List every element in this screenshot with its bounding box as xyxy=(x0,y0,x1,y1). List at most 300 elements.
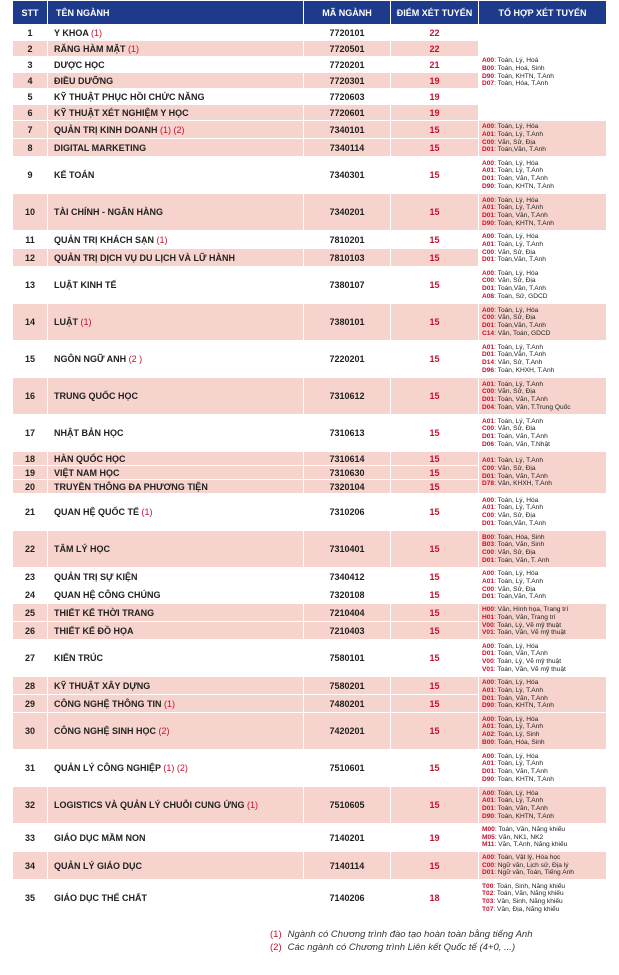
combo-subjects: Văn, Sử, Địa xyxy=(497,512,536,519)
row-stt: 12 xyxy=(13,249,48,267)
row-subject-combos xyxy=(479,25,607,121)
combo-line: M11: Văn, T.Anh, Năng khiếu xyxy=(482,841,568,849)
row-major-code: 7140201 xyxy=(304,824,391,852)
row-major-name xyxy=(48,824,304,852)
row-major-code: 7810103 xyxy=(304,249,391,267)
row-major-name xyxy=(48,494,304,531)
row-stt: 24 xyxy=(13,586,48,604)
row-major-name xyxy=(48,267,304,304)
combo-code: A01 xyxy=(482,797,495,805)
combo-line: D01: Toán, Văn, T.Anh xyxy=(482,175,548,182)
row-major-code: 7580101 xyxy=(304,640,391,677)
combo-subjects: Toán,Văn, T.Anh xyxy=(497,322,546,329)
row-stt: 17 xyxy=(13,415,48,452)
major-footnote-marker: (2) xyxy=(158,726,170,736)
combo-line: H00: Văn, Hình họa, Trang trí xyxy=(482,606,569,614)
combo-line: A00: Toán, Lý, Hóa xyxy=(482,269,539,277)
combo-code: A00 xyxy=(482,306,495,314)
row-major-name xyxy=(48,466,304,480)
row-major-name xyxy=(48,57,304,73)
major-name-text: QUẢN LÝ GIÁO DỤC xyxy=(54,860,143,871)
combo-line: B00: Toán, Hóa, Sinh xyxy=(482,738,545,746)
row-stt: 11 xyxy=(13,231,48,249)
combo-subjects: Văn, Sử, Địa xyxy=(497,314,536,322)
combo-code: H01 xyxy=(482,613,495,621)
row-subject-combos xyxy=(479,494,607,531)
footnotes xyxy=(270,928,610,954)
combo-subjects: Toán, Văn, T.Anh xyxy=(497,805,548,812)
row-subject-combos xyxy=(479,604,607,640)
row-subject-combos xyxy=(479,194,607,231)
combo-line: C00: Văn, Sử, Địa xyxy=(482,464,536,472)
row-score: 18 xyxy=(391,880,479,917)
row-score: 22 xyxy=(391,25,479,41)
combo-code: D01 xyxy=(482,146,495,154)
combo-subjects: Toán, Văn, T.Anh xyxy=(497,175,548,182)
combo-code: D01 xyxy=(482,556,495,564)
row-major-name xyxy=(48,452,304,466)
combo-subjects: Toán, Lý, T.Anh xyxy=(497,204,543,212)
combo-line: A00: Toán, Lý, Hóa xyxy=(482,570,539,578)
major-name-text: KỸ THUẬT XÂY DỰNG xyxy=(54,680,151,691)
combo-line: D14: Văn, Sử, T.Anh xyxy=(482,359,543,366)
major-name-text: GIÁO DỤC THỂ CHẤT xyxy=(54,893,147,903)
row-score: 15 xyxy=(391,121,479,139)
combo-line: C00: Văn, Sử, Địa xyxy=(482,425,536,433)
combo-subjects: Toán, Vật lý, Hóa học xyxy=(497,854,561,862)
combo-line: M00: Toán, Văn, Năng khiếu xyxy=(482,826,566,834)
row-score: 19 xyxy=(391,105,479,121)
row-score: 15 xyxy=(391,568,479,586)
row-score: 15 xyxy=(391,466,479,480)
combo-code: D90 xyxy=(482,812,495,820)
combo-subjects: Toán, Sinh, Năng khiếu xyxy=(496,882,566,890)
combo-code: A00 xyxy=(482,159,495,167)
combo-line: D01: Toán, Văn, T.Anh xyxy=(482,768,548,775)
combo-line: H01: Toán, Văn, Trang trí xyxy=(482,613,556,621)
combo-code: C00 xyxy=(482,464,495,472)
row-stt: 32 xyxy=(13,787,48,824)
combo-code: T03 xyxy=(482,898,494,905)
combo-subjects: Toán, Lý, Hóa xyxy=(497,496,539,504)
combo-code: A00 xyxy=(482,789,495,797)
combo-code: C00 xyxy=(482,277,495,285)
major-name-text: QUAN HỆ CÔNG CHÚNG xyxy=(54,589,161,600)
combo-code: C00 xyxy=(482,585,495,593)
combo-subjects: Toán, Lý, Hóa xyxy=(497,642,539,650)
combo-subjects: Toán, Hóa, T.Anh xyxy=(497,80,549,88)
combo-code: T07 xyxy=(482,905,494,913)
row-score: 15 xyxy=(391,750,479,787)
combo-subjects: Toán, KHTN, T.Anh xyxy=(497,72,554,80)
combo-subjects: Ngữ văn, Lịch sử, Địa lý xyxy=(497,861,569,869)
combo-line: D01: Ngữ văn, Toán, Tiếng Anh xyxy=(482,869,574,877)
combo-subjects: Toán, Văn, T.Anh xyxy=(497,212,548,219)
major-footnote-marker: (2 ) xyxy=(128,354,143,364)
table-row xyxy=(13,568,607,586)
row-major-name xyxy=(48,121,304,139)
combo-subjects: Toán, KHTN, T.Anh xyxy=(497,702,554,710)
major-name-text: QUẢN TRỊ KINH DOANH xyxy=(54,124,158,135)
combo-line: D90: Toán, KHTN, T.Anh xyxy=(482,702,554,710)
combo-code: D90 xyxy=(482,72,495,80)
combo-code: C00 xyxy=(482,248,495,256)
row-major-code: 7310630 xyxy=(304,466,391,480)
combo-subjects: Toán,Văn, T.Anh xyxy=(497,256,546,264)
combo-line: D01: Toán,Văn, T.Anh xyxy=(482,285,546,292)
row-major-code: 7420201 xyxy=(304,713,391,750)
table-row xyxy=(13,852,607,880)
row-subject-combos xyxy=(479,231,607,267)
combo-line: A00: Toán, Lý, Hóa xyxy=(482,496,539,504)
row-score: 15 xyxy=(391,677,479,695)
row-stt: 33 xyxy=(13,824,48,852)
combo-code: D90 xyxy=(482,775,495,783)
row-subject-combos xyxy=(479,415,607,452)
row-subject-combos xyxy=(479,750,607,787)
combo-line: D04: Toán, Văn, T.Trung Quốc xyxy=(482,403,571,411)
header-major-name: TÊN NGÀNH xyxy=(48,1,304,25)
row-major-code: 7580201 xyxy=(304,677,391,695)
row-stt: 18 xyxy=(13,452,48,466)
combo-code: A00 xyxy=(482,854,495,862)
row-major-name xyxy=(48,622,304,640)
combo-subjects: Toán, Sử, GDCD xyxy=(497,292,548,300)
table-row xyxy=(13,880,607,917)
combo-code: A02 xyxy=(482,731,495,738)
combo-line: A02: Toán, Lý, Sinh xyxy=(482,731,540,738)
table-header-row xyxy=(13,1,607,25)
row-major-code: 7720501 xyxy=(304,41,391,57)
row-major-code: 7340101 xyxy=(304,121,391,139)
row-stt: 26 xyxy=(13,622,48,640)
row-major-code: 7310614 xyxy=(304,452,391,466)
combo-subjects: Toán,Văn, T.Anh xyxy=(497,285,546,292)
combo-subjects: Toán, Lý, T.Anh xyxy=(497,240,543,248)
row-major-code: 7720603 xyxy=(304,89,391,105)
row-score: 15 xyxy=(391,713,479,750)
combo-subjects: Toán, Lý, Hóa xyxy=(497,752,539,760)
major-footnote-marker: (1) (2) xyxy=(160,124,185,135)
row-score: 15 xyxy=(391,139,479,157)
combo-subjects: Toán, Văn, T.Anh xyxy=(497,768,548,775)
major-footnote-marker: (1) (2) xyxy=(163,763,188,773)
combo-subjects: Toán, Lý, Hóa xyxy=(497,159,539,167)
major-name-text: QUẢN TRỊ KHÁCH SẠN xyxy=(54,234,154,245)
row-major-code: 7510605 xyxy=(304,787,391,824)
row-stt: 5 xyxy=(13,89,48,105)
row-major-name xyxy=(48,604,304,622)
table-row xyxy=(13,194,607,231)
combo-code: D01 xyxy=(482,650,495,658)
header-major-code: MÃ NGÀNH xyxy=(304,1,391,25)
table-body xyxy=(13,25,607,917)
combo-line: A01: Toán, Lý, T.Anh xyxy=(482,240,543,248)
combo-subjects: Toán, Lý, Hóa xyxy=(497,679,539,687)
row-major-name xyxy=(48,249,304,267)
combo-code: A01 xyxy=(482,204,495,212)
header-score: ĐIỂM XÉT TUYỂN xyxy=(391,1,479,25)
combo-line: A00: Toán, Lý, Hóa xyxy=(482,233,539,241)
combo-subjects: Văn, Toán, GDCD xyxy=(497,329,551,337)
table-row xyxy=(13,531,607,568)
combo-subjects: Văn, Sử, Địa xyxy=(497,549,536,556)
combo-code: D14 xyxy=(482,359,495,366)
combo-subjects: Toán, Lý, T.Anh xyxy=(497,504,543,512)
table-row xyxy=(13,640,607,677)
row-stt: 13 xyxy=(13,267,48,304)
combo-code: A00 xyxy=(482,57,495,65)
combo-code: D78 xyxy=(482,480,495,488)
row-stt: 15 xyxy=(13,341,48,378)
combo-subjects: Toán, KHTN, T.Anh xyxy=(497,182,554,190)
combo-line: D01: Toán, Văn, T.Anh xyxy=(482,694,548,702)
combo-line: D96: Toán, KHXH, T.Anh xyxy=(482,366,555,374)
combo-subjects: Toán,Văn, T.Anh xyxy=(497,593,546,601)
combo-code: A01 xyxy=(482,417,495,425)
table-row xyxy=(13,157,607,194)
combo-code: A00 xyxy=(482,196,495,204)
major-name-text: RĂNG HÀM MẶT xyxy=(54,43,126,54)
combo-subjects: Văn, Sử, Địa xyxy=(497,277,536,285)
combo-code: A01 xyxy=(482,130,495,138)
major-name-text: THIẾT KẾ ĐỒ HỌA xyxy=(54,625,134,636)
combo-line: V01: Toán, Văn, Vẽ mỹ thuật xyxy=(482,629,566,637)
row-score: 15 xyxy=(391,231,479,249)
combo-line: A00: Toán, Lý, Hóa xyxy=(482,789,539,797)
combo-line: D90: Toán, KHTN, T.Anh xyxy=(482,182,554,190)
combo-line: B00: Toán, Hóa, Sinh xyxy=(482,533,545,541)
combo-line: A00: Toán, Vật lý, Hóa học xyxy=(482,854,561,862)
row-major-code: 7340114 xyxy=(304,139,391,157)
combo-code: D90 xyxy=(482,182,495,190)
row-major-code: 7720601 xyxy=(304,105,391,121)
table-row xyxy=(13,25,607,41)
combo-line: D90: Toán, KHTN, T.Anh xyxy=(482,775,554,783)
combo-subjects: Toán, Văn, T.Trung Quốc xyxy=(497,403,571,411)
combo-line: C00: Văn, Sử, Địa xyxy=(482,585,536,593)
row-major-code: 7720101 xyxy=(304,25,391,41)
row-score: 15 xyxy=(391,452,479,466)
row-major-code: 7210404 xyxy=(304,604,391,622)
combo-subjects: Toán, Văn, T.Nhật xyxy=(497,440,550,448)
admission-table xyxy=(12,0,607,917)
row-stt: 2 xyxy=(13,41,48,57)
combo-subjects: Toán, Lý, Hóa xyxy=(497,233,539,241)
row-subject-combos xyxy=(479,640,607,677)
row-major-code: 7320108 xyxy=(304,586,391,604)
combo-line: A08: Toán, Sử, GDCD xyxy=(482,292,548,300)
combo-subjects: Toán, Lý, T.Anh xyxy=(497,343,543,351)
combo-code: A00 xyxy=(482,269,495,277)
row-score: 15 xyxy=(391,494,479,531)
row-stt: 10 xyxy=(13,194,48,231)
combo-subjects: Văn, NK1, NK2 xyxy=(498,833,544,841)
row-score: 15 xyxy=(391,157,479,194)
major-name-text: LUẬT xyxy=(54,317,78,327)
combo-subjects: Toán, Lý, Hóa xyxy=(497,306,539,314)
row-major-code: 7380101 xyxy=(304,304,391,341)
row-score: 19 xyxy=(391,73,479,89)
combo-code: D01 xyxy=(482,285,495,292)
row-stt: 30 xyxy=(13,713,48,750)
major-footnote-marker: (1) xyxy=(80,317,92,327)
row-score: 15 xyxy=(391,586,479,604)
row-major-name xyxy=(48,880,304,917)
combo-line: A00: Toán, Lý, Hóa xyxy=(482,196,539,204)
combo-code: D01 xyxy=(482,472,495,480)
combo-subjects: Văn, Sử, Địa xyxy=(497,585,536,593)
combo-line: C00: Văn, Sử, Địa xyxy=(482,248,536,256)
row-major-name xyxy=(48,73,304,89)
combo-subjects: Toán, Lý, Hóa xyxy=(497,570,539,578)
combo-line: D07: Toán, Hóa, T.Anh xyxy=(482,80,549,88)
row-major-code: 7810201 xyxy=(304,231,391,249)
combo-subjects: Ngữ văn, Toán, Tiếng Anh xyxy=(497,869,574,877)
combo-subjects: Văn, Sử, Địa xyxy=(497,248,536,256)
combo-line: D78: Văn, KHXH, T.Anh xyxy=(482,480,552,488)
major-name-text: DƯỢC HỌC xyxy=(54,59,105,70)
combo-subjects: Toán, Lý, T.Anh xyxy=(497,723,543,731)
combo-subjects: Toán, Lý, Hóa xyxy=(497,789,539,797)
major-footnote-marker: (1) xyxy=(141,507,153,517)
footnote-2: (2) Các ngành có Chương trình Liên kết Quốc tế (4+0, ...) xyxy=(270,942,516,953)
row-major-name xyxy=(48,787,304,824)
major-footnote-marker: (1) xyxy=(156,234,168,245)
combo-code: D01 xyxy=(482,175,495,182)
major-name-text: TÂM LÝ HỌC xyxy=(54,544,110,554)
combo-code: A01 xyxy=(482,504,495,512)
row-score: 15 xyxy=(391,531,479,568)
major-name-text: TRUYỀN THÔNG ĐA PHƯƠNG TIỆN xyxy=(54,481,208,492)
major-name-text: VIỆT NAM HỌC xyxy=(54,467,120,478)
combo-subjects: Văn, Địa, Năng khiếu xyxy=(497,905,560,913)
table-row xyxy=(13,452,607,466)
row-major-name xyxy=(48,852,304,880)
combo-line: D01: Toán,Văn, T.Anh xyxy=(482,519,546,527)
major-name-text: Y KHOA xyxy=(54,27,89,38)
row-subject-combos xyxy=(479,713,607,750)
combo-code: D01 xyxy=(482,212,495,219)
major-name-text: CÔNG NGHỆ THÔNG TIN xyxy=(54,698,162,709)
combo-code: D90 xyxy=(482,702,495,710)
row-major-name xyxy=(48,105,304,121)
row-subject-combos xyxy=(479,157,607,194)
major-footnote-marker: (1) xyxy=(247,800,258,810)
combo-line: D01: Toán, Văn, T.Anh xyxy=(482,433,548,440)
major-name-text: DIGITAL MARKETING xyxy=(54,142,147,153)
combo-line: T03: Văn, Sinh, Năng khiếu xyxy=(482,898,563,905)
combo-subjects: Toán, Lý, T.Anh xyxy=(497,686,543,694)
combo-code: A01 xyxy=(482,577,495,585)
row-subject-combos xyxy=(479,880,607,917)
combo-line: A00: Toán, Lý, Hóa xyxy=(482,679,539,687)
row-stt: 19 xyxy=(13,466,48,480)
combo-subjects: Văn, Sử, T.Anh xyxy=(497,359,543,366)
row-major-name xyxy=(48,341,304,378)
combo-code: D01 xyxy=(482,805,495,812)
combo-subjects: Toán, KHTN, T.Anh xyxy=(497,812,554,820)
combo-line: D01: Toán,Văn, T.Anh xyxy=(482,351,546,359)
row-stt: 4 xyxy=(13,73,48,89)
row-major-code: 7320104 xyxy=(304,480,391,494)
row-major-code: 7340301 xyxy=(304,157,391,194)
combo-subjects: Toán, Văn, T.Anh xyxy=(497,396,548,403)
combo-subjects: Văn, Sử, Địa xyxy=(497,425,536,433)
combo-code: A01 xyxy=(482,686,495,694)
combo-code: C00 xyxy=(482,549,495,556)
combo-subjects: Toán, Văn, T.Anh xyxy=(497,694,548,702)
major-name-text: THIẾT KẾ THỜI TRANG xyxy=(54,607,155,618)
combo-code: D01 xyxy=(482,694,495,702)
combo-line: B03: Toán, Văn, Sinh xyxy=(482,541,545,549)
combo-subjects: Toán,Văn, T.Anh xyxy=(497,146,546,154)
combo-subjects: Toán, Lý, Vẽ mỹ thuật xyxy=(497,658,562,665)
combo-line: A01: Toán, Lý, T.Anh xyxy=(482,130,543,138)
combo-line: A01: Toán, Lý, T.Anh xyxy=(482,504,543,512)
row-stt: 22 xyxy=(13,531,48,568)
table-row xyxy=(13,304,607,341)
row-subject-combos xyxy=(479,852,607,880)
combo-line: C00: Văn, Sử, Địa xyxy=(482,549,536,556)
combo-line: D01: Toán,Văn, T.Anh xyxy=(482,593,546,601)
combo-line: V00: Toán, Lý, Vẽ mỹ thuật xyxy=(482,621,562,629)
row-major-name xyxy=(48,139,304,157)
row-subject-combos xyxy=(479,568,607,604)
row-score: 15 xyxy=(391,787,479,824)
row-stt: 31 xyxy=(13,750,48,787)
combo-line: A01: Toán, Lý, T.Anh xyxy=(482,343,543,351)
combo-line: B00: Toán, Hoá, Sinh xyxy=(482,64,545,72)
combo-subjects: Toán, Lý, Sinh xyxy=(497,731,540,738)
combo-code: C00 xyxy=(482,388,495,396)
table-row xyxy=(13,267,607,304)
combo-line: C00: Văn, Sử, Địa xyxy=(482,138,536,146)
combo-subjects: Toán, Văn, T.Anh xyxy=(497,472,548,480)
row-major-code: 7510601 xyxy=(304,750,391,787)
row-major-name xyxy=(48,750,304,787)
row-major-code: 7480201 xyxy=(304,695,391,713)
combo-code: D96 xyxy=(482,366,495,374)
row-major-name xyxy=(48,531,304,568)
combo-code: D90 xyxy=(482,219,495,227)
combo-code: A00 xyxy=(482,123,495,131)
combo-code: D07 xyxy=(482,80,495,88)
major-name-text: CÔNG NGHỆ SINH HỌC xyxy=(54,726,157,736)
combo-code: V00 xyxy=(482,621,494,629)
combo-line: D06: Toán, Văn, T.Nhật xyxy=(482,440,550,448)
table-row xyxy=(13,231,607,249)
combo-subjects: Toán, Văn, T.Anh xyxy=(497,650,548,658)
major-name-text: KỸ THUẬT PHỤC HỒI CHỨC NĂNG xyxy=(54,91,205,102)
combo-line: C00: Văn, Sử, Địa xyxy=(482,512,536,519)
combo-code: C00 xyxy=(482,512,495,519)
table-row xyxy=(13,787,607,824)
table-row xyxy=(13,415,607,452)
combo-code: A00 xyxy=(482,496,495,504)
combo-code: D01 xyxy=(482,322,495,329)
row-major-code: 7380107 xyxy=(304,267,391,304)
combo-line: D90: Toán, KHTN, T.Anh xyxy=(482,812,554,820)
major-name-text: QUẢN TRỊ SỰ KIỆN xyxy=(54,571,138,582)
combo-line: D01: Toán, Văn, T.Anh xyxy=(482,212,548,219)
combo-line: A00: Toán, Lý, Hóa xyxy=(482,123,539,131)
row-subject-combos xyxy=(479,452,607,494)
combo-code: D01 xyxy=(482,593,495,601)
combo-subjects: Toán, Lý, Hóa xyxy=(497,196,539,204)
combo-code: D01 xyxy=(482,433,495,440)
row-major-name xyxy=(48,41,304,57)
